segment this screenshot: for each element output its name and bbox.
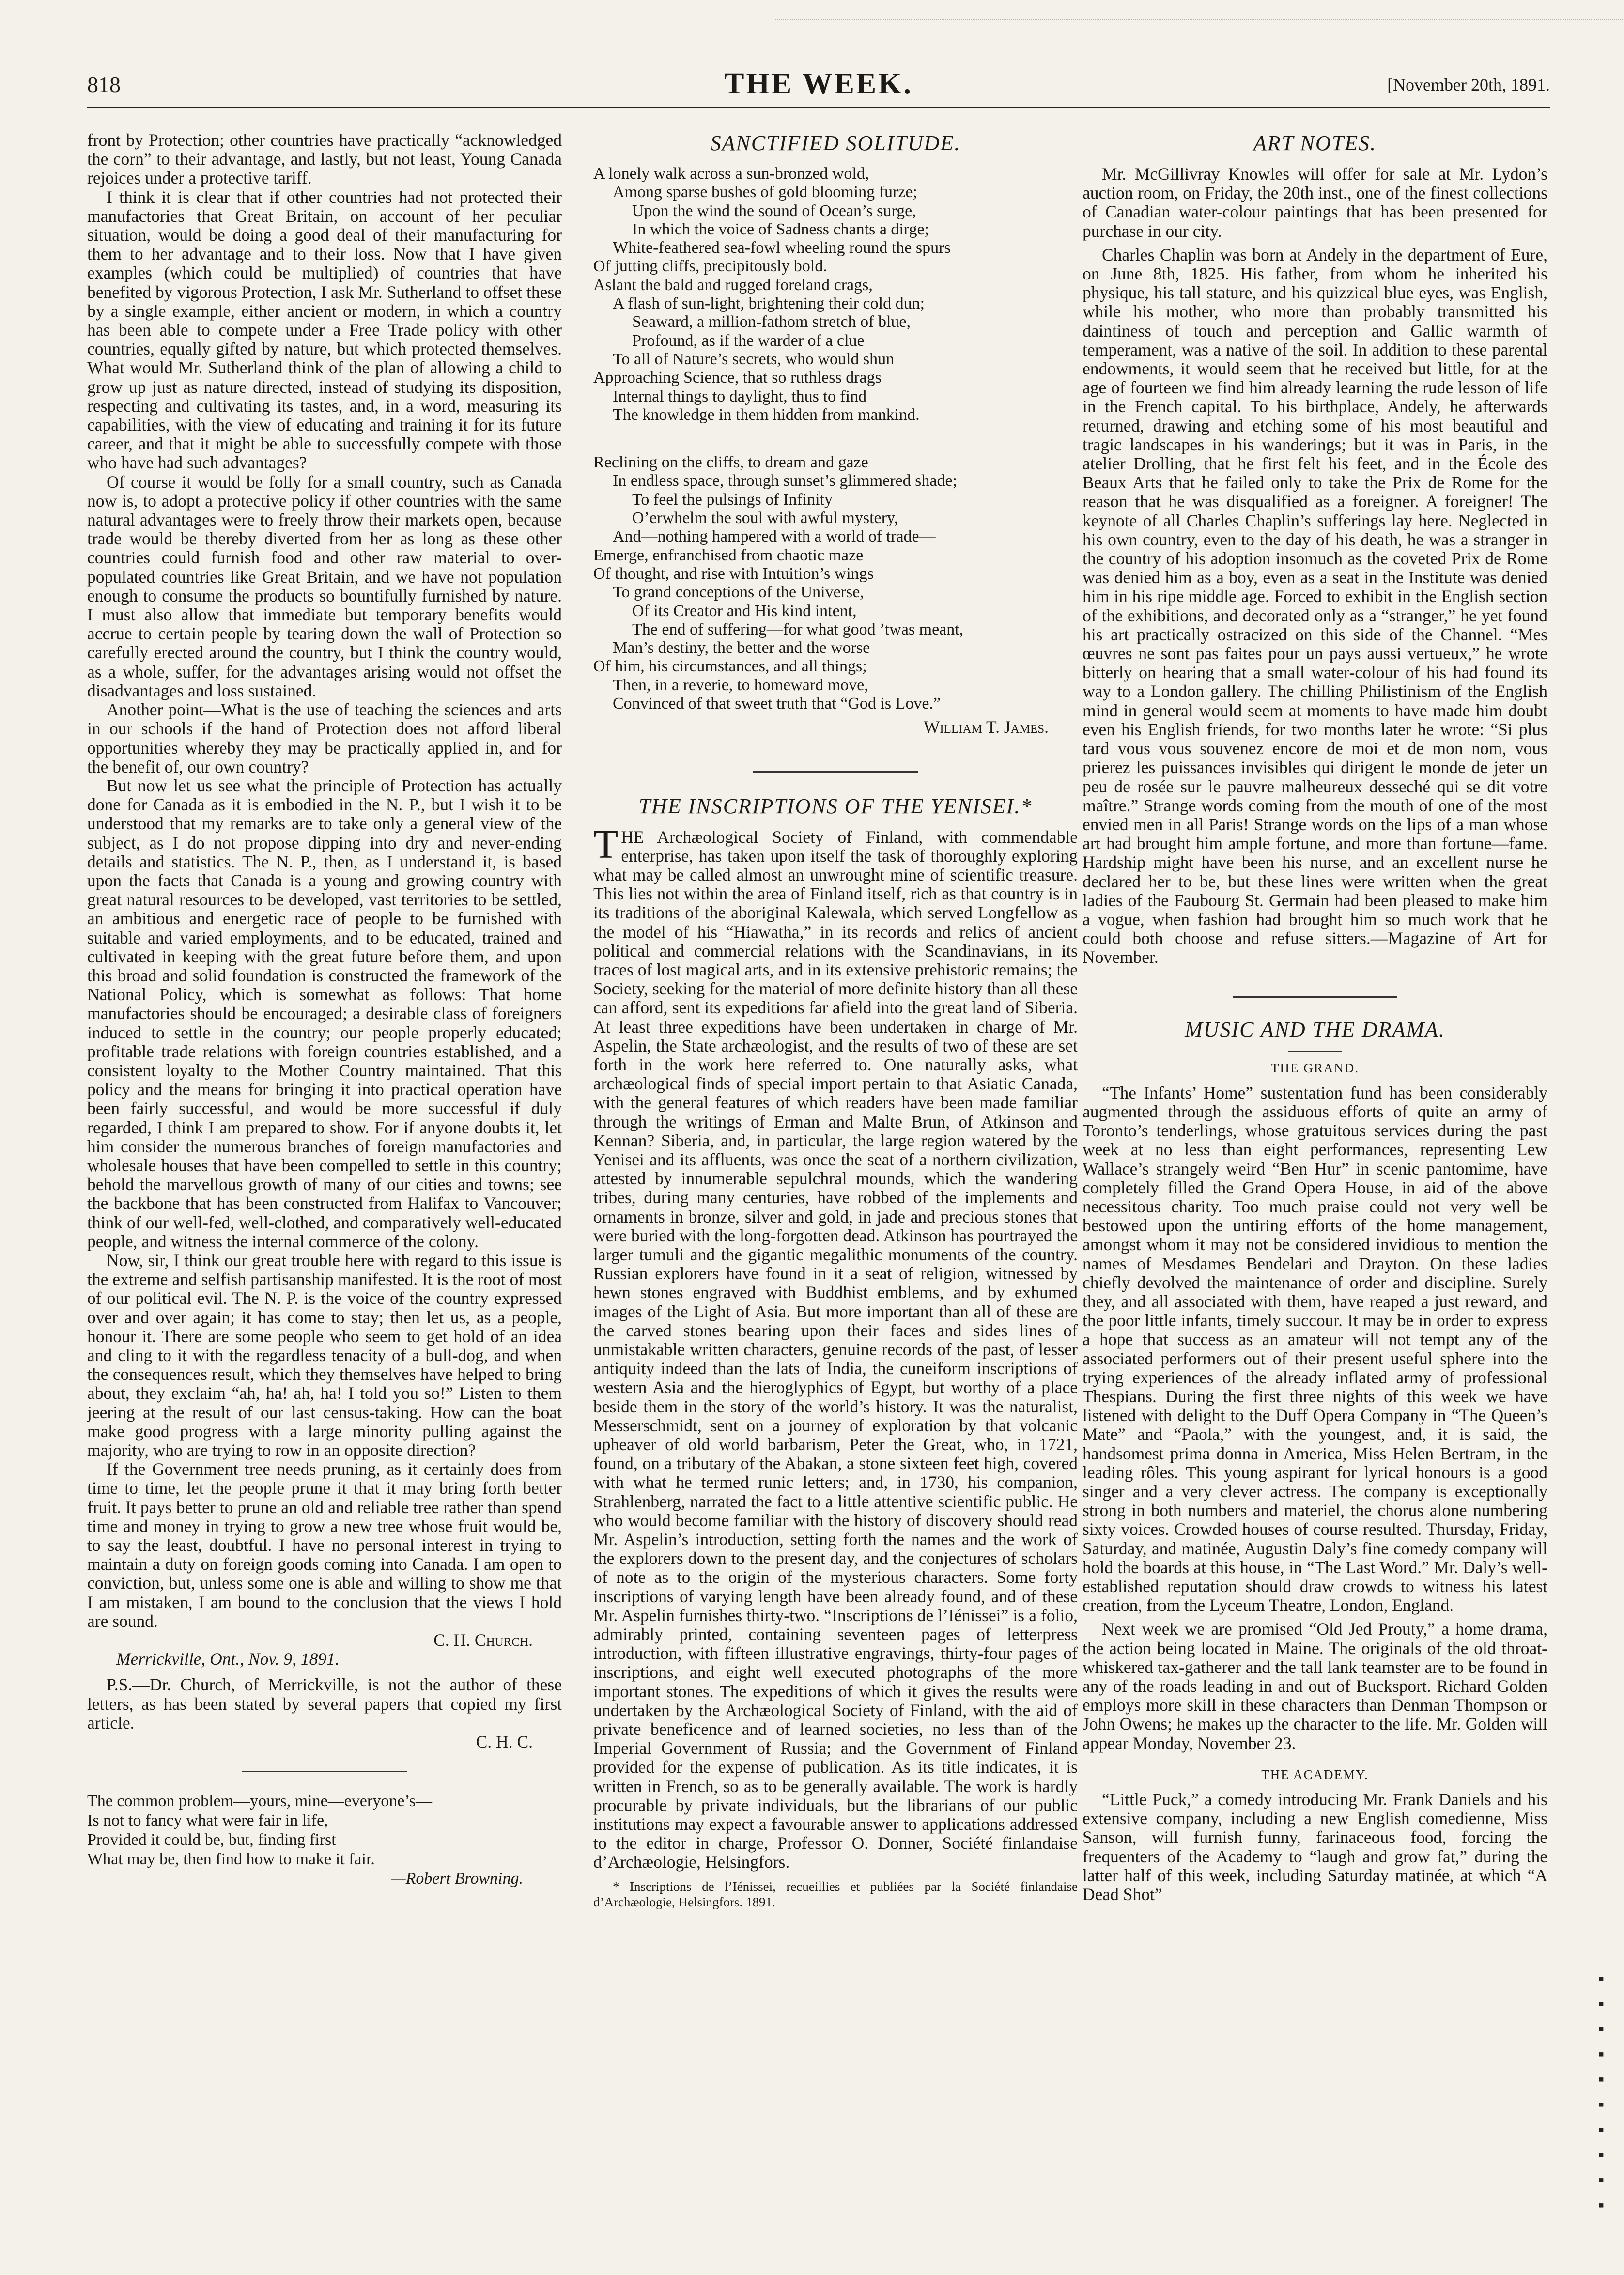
quote-line: The common problem—yours, mine—everyone’s— (87, 1792, 432, 1811)
poem-line: Approaching Science, that so ruthless drags (593, 369, 882, 387)
paragraph: Mr. McGillivray Knowles will offer for sale at Mr. Lydon’s auction room, on Friday, the 20th inst., one of the finest collections of Canadian water-colour paintings that has been presented for purchase in our city. (1083, 164, 1547, 241)
browning-quote (87, 1792, 562, 1888)
paragraph: Of course it would be folly for a small country, such as Canada now is, to adopt a protective policy if other countries with the same natural advantages were to freely throw their markets open, because trade would be thereby diverted from her as long as these other countries could furnish food and other raw material to over-populated countries like Great Britain, and we have not population enough to consume the products so bountifully furnished by nature. I must also allow that immediate but temporary benefits would accrue to certain people by tearing down the wall of Protection so carefully erected around the country, but I think the country would, as a whole, suffer, for the advantages arising would not offset the disadvantages and loss sustained. (87, 472, 562, 700)
poem-line: Of him, his circumstances, and all things; (593, 657, 867, 676)
quote-attribution: —Robert Browning. (391, 1870, 523, 1888)
poem-line: A flash of sun-light, brightening their cold dun; (613, 294, 925, 313)
poem-line: Seaward, a million-fathom stretch of blue, (632, 313, 911, 331)
poem-line: O’erwhelm the soul with awful mystery, (632, 509, 898, 527)
paragraph: Another point—What is the use of teaching the sciences and arts in our schools if the hand of Protection does not afford liberal opportunities whereby they may be practically applied in, and for the benefit of, our own country? (87, 700, 562, 776)
section-rule (242, 1771, 407, 1772)
art-notes-title: ART NOTES. (1253, 131, 1377, 155)
poem-line: Of its Creator and His kind intent, (632, 602, 857, 620)
footnote: * Inscriptions de l’Iénissei, recueillies et publiées par la Société finlandaise d’Archæologie, Helsingfors. 1891. (593, 1879, 1078, 1909)
paragraph: If the Government tree needs pruning, as it certainly does from time to time, let the people prune it that it may bring forth better fruit. It pays better to prune an old and reliable tree rather than spend time and money in trying to grow a new tree whose fruit would be, to say the least, doubtful. I have no personal interest in trying to maintain a duty on foreign goods coming into Canada. I am open to conviction, but, unless some one is able and willing to show me that I am mistaken, I am bound to the conclusion that the views I hold are sound. (87, 1459, 562, 1631)
poem-line: Of jutting cliffs, precipitously bold. (593, 257, 827, 276)
poem-line: Man’s destiny, the better and the worse (613, 639, 870, 657)
music-drama-title: MUSIC AND THE DRAMA. (1185, 1017, 1445, 1041)
poem-line: To grand conceptions of the Universe, (613, 583, 864, 602)
stanza-gap (593, 424, 1078, 453)
poem-line: In endless space, through sunset’s glimmered shade; (613, 472, 958, 490)
poem-line: The end of suffering—for what good ’twas meant, (632, 620, 964, 638)
postscript-signature: C. H. C. (476, 1732, 533, 1752)
poem-line: White-feathered sea-fowl wheeling round the spurs (613, 239, 951, 257)
paragraph: “The Infants’ Home” sustentation fund has been considerably augmented through the assiduous efforts of quite an army of Toronto’s tenderlings, whose gratuitous services during the past week at no less than eight performances, representing Lew Wallace’s strangely weird “Ben Hur” in scenic pantomime, have completely filled the Grand Opera House, in aid of the above necessitous charity. Too much praise could not very well be bestowed upon the untiring efforts of the home management, amongst whom it may not be considered invidious to mention the names of Mesdames Bendelari and Drayton. On these ladies chiefly devolved the maintenance of order and discipline. Surely they, and all associated with them, have reaped a just reward, and the poor little infants, timely succour. It may be in order to express a hope that success as an amateur will not tempt any of the associated performers out of their present useful sphere into the trying experiences of the already inflated army of professional Thespians. During the first three nights of this week we have listened with delight to the Duff Opera Company in “The Queen’s Mate” and “Paola,” with the youngest, and, it is said, the handsomest prima donna in America, Miss Helen Bertram, in the leading rôles. This young aspirant for lyrical honours is a good singer and a very clever actress. The company is exceptionally strong in both numbers and materiel, the chorus alone numbering sixty voices. Crowded houses of course resulted. Thursday, Friday, Saturday, and matinée, Augustin Daly’s fine comedy company will hold the boards at this house, in “The Last Word.” Mr. Daly’s well-established reputation should draw crowds to witness his latest creation, from the Lyceum Theatre, London, England. (1083, 1083, 1547, 1615)
poem-line: Of thought, and rise with Intuition’s wings (593, 564, 874, 583)
article-body: THE Archæological Society of Finland, with commendable enterprise, has taken upon itself the task of thoroughly exploring what may be called almost an unwrought mine of scientific treasure. This lies not within the area of Finland itself, rich as that country is in its traditions of the aboriginal Kalewala, which served Longfellow as the model of his “Hiawatha,” in its records and relics of ancient political and commercial relations with the Scandinavians, in its traces of lost magical arts, and in its extensive prehistoric remains; the Society, seeking for the material of more definite history than all these can afford, sent its expeditions far afield into the great land of Siberia. At least three expeditions have been undertaken in charge of Mr. Aspelin, the State archæologist, and the results of two of these are set forth in the work here referred to. One naturally asks, what archæological finds of special import pertain to that Asiatic Canada, with the general features of which readers have been made familiar through the writings of Erman and Malte Brun, of Atkinson and Kennan? Siberia, and, in particular, the large region watered by the Yenisei and its affluents, was once the seat of a northern civilization, attested by innumerable sepulchral mounds, which the wandering tribes, during many centuries, have robbed of the implements and ornaments in bronze, silver and gold, in jade and precious stones that were buried with the long-forgotten dead. Atkinson has pourtrayed the larger tumuli and the gigantic megalithic monuments of the country. Russian explorers have found in it a seat of religion, witnessed by hewn stones engraved with Buddhist emblems, and by exhumed images of the Light of Asia. But more important than all of these are the carved stones bearing upon their faces and sides lines of unmistakable written characters, genuine records of the past, of lesser antiquity indeed than the lats of India, the cuneiform inscriptions of western Asia and the hieroglyphics of Egypt, but worthy of a place beside them in the story of the world’s history. It was the naturalist, Messerschmidt, sent on a journey of exploration by that volcanic upheaver of old world barbarism, Peter the Great, who, in 1721, found, on a tributary of the Abakan, a stone sixteen feet high, covered with what he termed runic letters; and, in 1730, his companion, Strahlenberg, narrated the fact to a little attentive scientific public. He who would become familiar with the history of discovery should read Mr. Aspelin’s introduction, setting forth the names and the work of the explorers down to the present day, and the conjectures of scholars of note as to the origin of the mysterious characters. Some forty inscriptions of varying length have been already found, and of these Mr. Aspelin furnishes thirty-two. “Inscriptions de l’Iénissei” is a folio, admirably printed, containing seventeen pages of letterpress introduction, with fifteen illustrative engravings, thirty-four pages of inscriptions, and eight well executed photographs of the more important stones. The expeditions of which it gives the results were undertaken by the Archæological Society of Finland, with the aid of private beneficence and of learned societies, no less than of the Imperial Government of Russia; and the Government of Finland provided for the expense of publication. As its title indicates, it is written in French, so as to be generally available. The work is hardly procurable by private individuals, but the librarians of our public institutions may expect a favourable answer to applications addressed to the editor in charge, Professor O. Donner, Société finlandaise d’Archæologie, Helsingfors. (593, 821, 1078, 1872)
poem-line: Convinced of that sweet truth that “God is Love.” (613, 695, 941, 713)
poem-line: Emerge, enfranchised from chaotic maze (593, 546, 864, 564)
poem-line: Reclining on the cliffs, to dream and gaze (593, 453, 868, 472)
paragraph: Next week we are promised “Old Jed Prouty,” a home drama, the action being located in Maine. The originals of the old throat-whiskered tax-gatherer and the tall lank teamster are to be found in any of the roads leading in and out of Bucksport. Richard Golden employs more skill in these characters than Denman Thompson or John Owens; he makes up the character to the life. Mr. Golden will appear Monday, November 23. (1083, 1619, 1547, 1753)
poem-line: Then, in a reverie, to homeward move, (613, 676, 868, 694)
poem-author: William T. James. (923, 717, 1049, 737)
letter-signature: C. H. Church. (433, 1630, 533, 1650)
poem-line: To feel the pulsings of Infinity (632, 490, 833, 509)
poem-stanza-2 (593, 453, 1078, 713)
poem-line: A lonely walk across a sun-bronzed wold, (593, 165, 869, 183)
grand-subhead: THE GRAND. (1271, 1060, 1359, 1075)
margin-bleed-marks: ▪ ▪ ▪ ▪ ▪ ▪ ▪ ▪ ▪ ▪ (1598, 1970, 1605, 2214)
quote-line: Provided it could be, but, finding first (87, 1831, 336, 1849)
page-number: 818 (87, 72, 121, 97)
postscript: P.S.—Dr. Church, of Merrickville, is not the author of these letters, as has been stated by several papers that copied my first article. (87, 1675, 562, 1733)
small-rule (1288, 1051, 1342, 1052)
paragraph: “Little Puck,” a comedy introducing Mr. Frank Daniels and his extensive company, including a new English comedienne, Miss Sanson, will furnish funny, farinaceous food, forcing the frequenters of the Academy to “laugh and grow fat,” during the latter half of this week, including Saturday matinée, at which “A Dead Shot” (1083, 1790, 1547, 1904)
column-2 (593, 131, 1078, 1910)
poem-line: And—nothing hampered with a world of trade— (613, 527, 936, 546)
letter-dateline: Merrickville, Ont., Nov. 9, 1891. (116, 1649, 340, 1669)
paragraph: I think it is clear that if other countries had not protected their manufactories that Great Britain, on account of her peculiar situation, would be doing a good deal of their manufacturing for them to her advantage and to their loss. Now that I have given examples (which could be multiplied) of countries that have benefited by vigorous Protection, I ask Mr. Sutherland to offset these by a single example, either ancient or modern, in which a country has been able to compete under a Free Trade policy with other countries, equally gifted by nature, but which protected themselves. What would Mr. Sutherland think of the plan of allowing a child to grow up just as nature directed, instead of studying its disposition, respecting and cultivating its tastes, and, in a word, measuring its capabilities, with the view of educating and training it for its future career, and that it might be able to successfully compete with those who have had such advantages? (87, 187, 562, 473)
section-rule (753, 771, 918, 773)
poem-stanza-1 (593, 165, 1078, 424)
top-edge-mark (775, 19, 1623, 35)
issue-date: [November 20th, 1891. (1387, 75, 1550, 94)
quote-line: What may be, then find how to make it fair. (87, 1850, 375, 1869)
poem-line: Profound, as if the warder of a clue (632, 331, 865, 350)
poem-title: SANCTIFIED SOLITUDE. (710, 131, 961, 155)
poem-line: Among sparse bushes of gold blooming furze; (613, 183, 917, 201)
article-title: THE INSCRIPTIONS OF THE YENISEI.* (638, 794, 1033, 818)
poem-line: The knowledge in them hidden from mankind. (613, 405, 920, 424)
poem-line: Upon the wind the sound of Ocean’s surge, (632, 201, 916, 220)
academy-subhead: THE ACADEMY. (1261, 1767, 1369, 1782)
poem-line: Internal things to daylight, thus to find (613, 387, 867, 405)
masthead-title: THE WEEK. (724, 67, 913, 100)
poem-line: Aslant the bald and rugged foreland crags, (593, 276, 873, 294)
quote-line: Is not to fancy what were fair in life, (87, 1811, 328, 1830)
poem-line: To all of Nature’s secrets, who would shun (613, 350, 895, 368)
paragraph: But now let us see what the principle of Protection has actually done for Canada as it is embodied in the N. P., but I wish it to be understood that my remarks are to take only a general view of the subject, as I do not propose dipping into dry and never-ending details and statistics. The N. P., then, as I understand it, is based upon the facts that Canada is a young and growing country with great natural resources to be developed, vast territories to be settled, an ambitious and energetic race of people to be furnished with suitable and varied employments, and to be educated, trained and cultivated in keeping with the great future before them, and upon this broad and solid foundation is constructed the framework of the National Policy, which is somewhat as follows: That home manufactories should be encouraged; a desirable class of foreigners induced to settle in the country; our people properly educated; profitable trade relations with foreign countries established, and a consistent loyalty to the Mother Country maintained. That this policy and the means for bringing it into practical operation have been fairly successful, and would be more successful if duly regarded, I think I am prepared to show. For if anyone doubts it, let him consider the numerous branches of foreign manufactories and wholesale houses that have been compelled to settle in this country; behold the marvellous growth of many of our cities and towns; see the backbone that has been constructed from Halifax to Vancouver; think of our well-fed, well-clothed, and comparatively well-educated people, and witness the internal commerce of the colony. (87, 775, 562, 1251)
paragraph: Charles Chaplin was born at Andely in the department of Eure, on June 8th, 1825. His father, from whom he inherited his physique, his tall stature, and his quizzical blue eyes, was English, while his mother, who more than probably transmitted his daintiness of touch and perception and Gallic warmth of temperament, was a native of the soil. In addition to these parental endowments, it would seem that he received but little, for at the age of fourteen we find him already learning the rude lesson of life in the French capital. To his birthplace, Andely, he afterwards returned, drawing and etching some of his most beautiful and tragic landscapes in his wanderings; but it was in Paris, in the atelier Drolling, that he first felt his feet, and in the École des Beaux Arts that he failed only to take the Prix de Rome for the reason that he was disqualified as a foreigner. A foreigner! The keynote of all Charles Chaplin’s sufferings lay here. Neglected in his own country, even to the day of his death, he was a stranger in the country of his adoption insomuch as the coveted Prix de Rome was denied him as a boy, even as a seat in the Institute was denied him in his ripe middle age. Forced to exhibit in the English section of the exhibitions, and decorated only as a “stranger,” he yet found his art practically ostracized on this side of the Channel. “Mes œuvres ne sont pas faites pour un pays aussi vertueux,” he wrote bitterly on hearing that a small water-colour of his had found its way to a London gallery. The chilling Philistinism of the English mind in general would seem at moments to have made him doubt even his English friends, for two months later he wrote: “Si plus tard vous vous souvenez encore de moi et de mon nom, vous prierez les puissances invisibles qui dirigent le monde de jeter un peu de rosée sur le pauvre malheureux desseché qui se dit votre maître.” Strange words coming from the mouth of one of the most envied men in all Paris! Strange words on the lips of a man whose art had brought him ample fortune, and more than fortune—fame. Hardship might have been his nurse, and an excellent nurse he declared her to be, but these lines were written when the great ladies of the Faubourg St. Germain had been pleased to make him a vogue, when fashion had brought him so much work that he could both choose and refuse sitters.—Magazine of Art for November. (1083, 245, 1547, 967)
section-rule (1233, 996, 1397, 998)
paragraph: front by Protection; other countries have practically “acknowledged the corn” to their advantage, and lastly, but not least, Young Canada rejoices under a protective tariff. (87, 130, 562, 188)
paragraph: Now, sir, I think our great trouble here with regard to this issue is the extreme and selfish partisanship manifested. It is the root of most of our political evil. The N. P. is the voice of the country expressed over and over again; it has come to stay; then let us, as a people, honour it. There are some people who seem to get hold of an idea and cling to it with the regardless tenacity of a bull-dog, and when the consequences result, which they themselves have helped to bring about, they exclaim “ah, ha! ah, ha! I told you so!” Listen to them jeering at the result of our last census-taking. How can the boat make good progress with a large minority pulling against the majority, who are trying to row in an opposite direction? (87, 1250, 562, 1460)
column-3 (1083, 131, 1547, 1904)
page-header (87, 63, 1550, 108)
column-1 (87, 131, 562, 1888)
poem-line: In which the voice of Sadness chants a dirge; (632, 220, 929, 238)
